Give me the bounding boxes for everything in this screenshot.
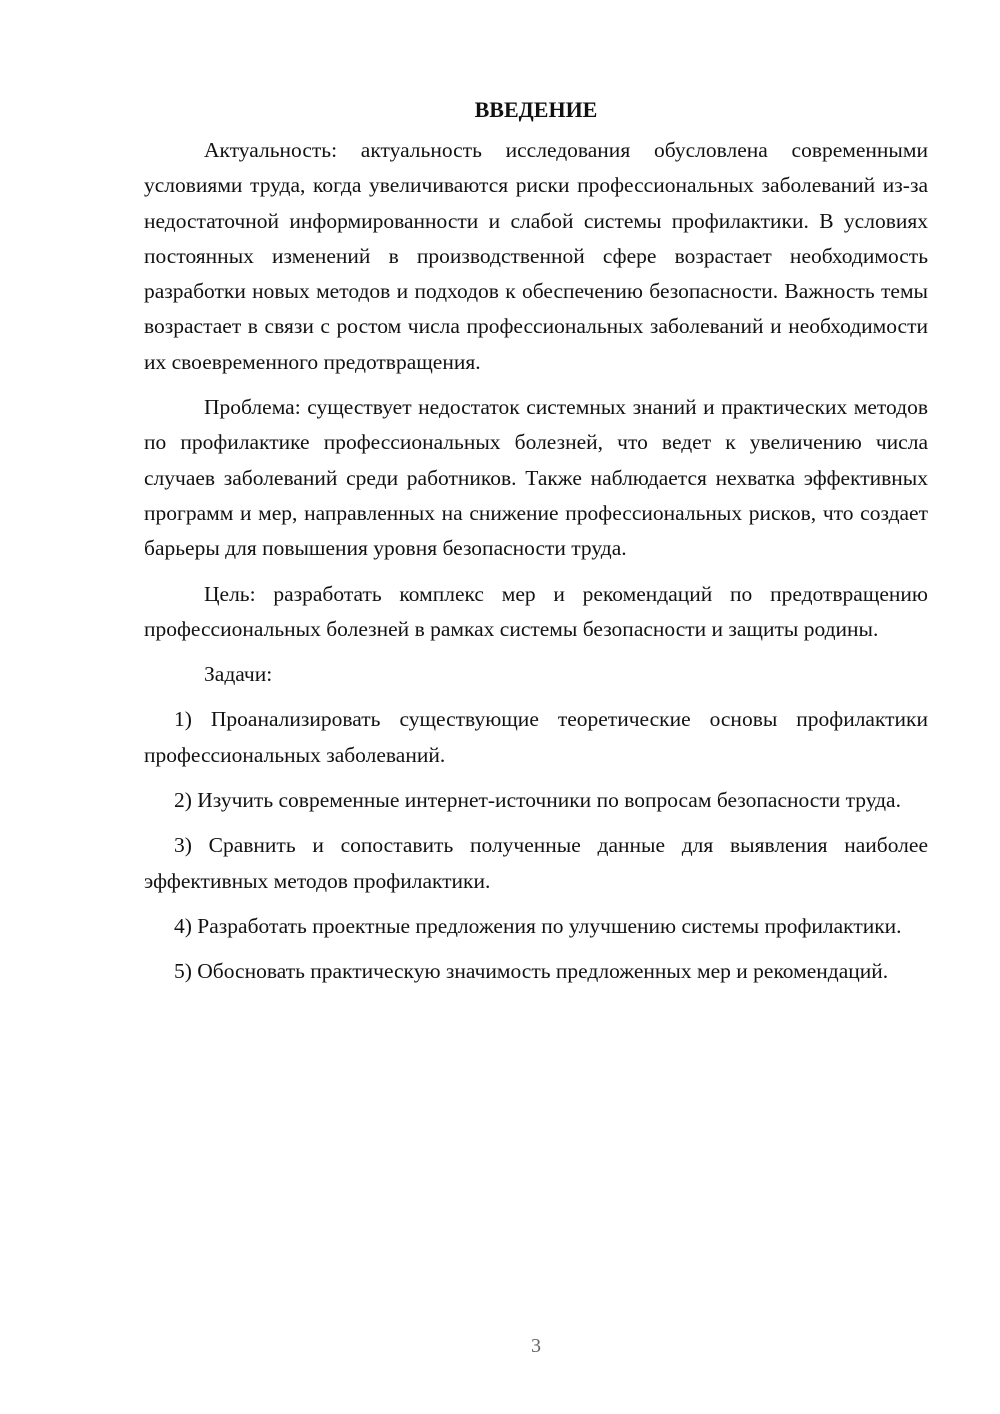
document-page — [144, 92, 928, 1000]
page-number: 3 — [531, 1335, 541, 1357]
task-item: 1) Проанализировать существующие теоретические основы профилактики профессиональных заболеваний. — [144, 707, 928, 767]
task-item: 5) Обосновать практическую значимость предложенных мер и рекомендаций. — [174, 959, 889, 984]
tasks-heading: Задачи: — [204, 662, 273, 687]
task-item: 4) Разработать проектные предложения по улучшению системы профилактики. — [174, 913, 902, 938]
tasks-list — [144, 702, 928, 989]
goal-paragraph: Цель: разработать комплекс мер и рекомендаций по предотвращению профессиональных болезней в рамках системы безопасности и защиты родины. — [144, 581, 928, 641]
problem-paragraph: Проблема: существует недостаток системных знаний и практических методов по профилактике профессиональных болезней, что ведет к увеличению числа случаев заболеваний среди работников. Также наблюдается нехватка эффективных программ и мер, направленных на снижение профессиональных рисков, что создает барьеры для повышения уровня безопасности труда. — [144, 395, 928, 561]
task-item: 2) Изучить современные интернет-источники по вопросам безопасности труда. — [174, 788, 901, 813]
task-item: 3) Сравнить и сопоставить полученные данные для выявления наиболее эффективных методов профилактики. — [144, 833, 928, 893]
relevance-paragraph: Актуальность: актуальность исследования обусловлена современными условиями труда, когда увеличиваются риски профессиональных заболеваний из-за недостаточной информированности и слабой системы профилактики. В условиях постоянных изменений в производственной сфере возрастает необходимость разработки новых методов и подходов к обеспечению безопасности. Важность темы возрастает в связи с ростом числа профессиональных заболеваний и необходимости их своевременного предотвращения. — [144, 138, 928, 374]
page-title: ВВЕДЕНИЕ — [474, 97, 598, 122]
